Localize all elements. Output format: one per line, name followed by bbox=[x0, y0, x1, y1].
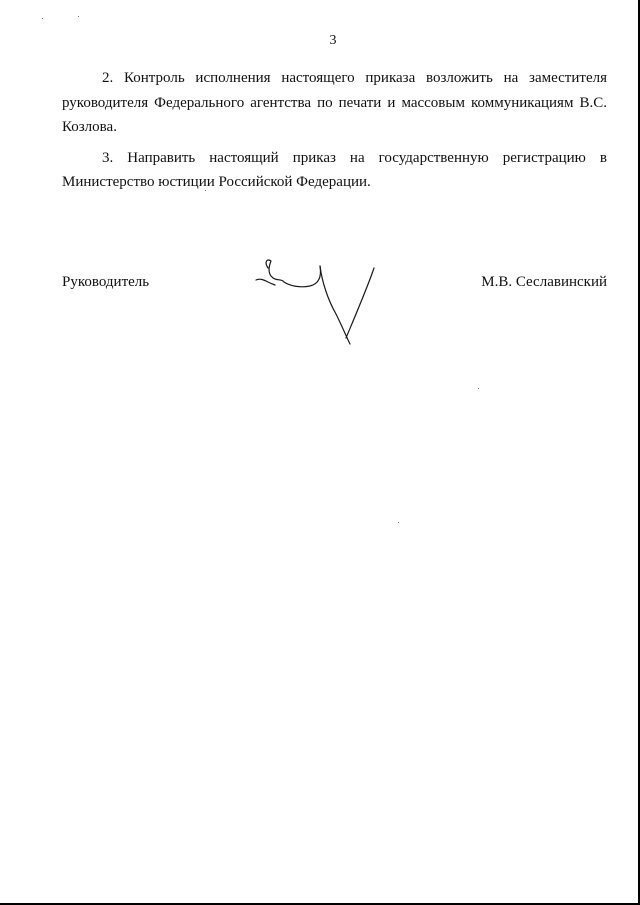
scan-speck bbox=[398, 522, 399, 523]
handwritten-signature bbox=[248, 252, 388, 352]
scan-speck bbox=[42, 18, 43, 19]
paragraph-control: 2. Контроль исполнения настоящего приказа возложить на заместителя руководителя Федерального агентства по печати и массовым коммуникациям В.С. Козлова. bbox=[62, 70, 607, 135]
signer-title: Руководитель bbox=[62, 274, 150, 290]
signer-name: М.В. Сеславинский bbox=[481, 274, 607, 290]
scan-speck bbox=[78, 16, 79, 17]
scan-speck bbox=[478, 388, 479, 389]
scan-speck bbox=[205, 190, 206, 191]
document-body bbox=[62, 66, 607, 201]
page-number: 3 bbox=[329, 33, 337, 48]
paragraph-registration: 3. Направить настоящий приказ на государственную регистрацию в Министерство юстиции Российской Федерации. bbox=[62, 149, 607, 190]
